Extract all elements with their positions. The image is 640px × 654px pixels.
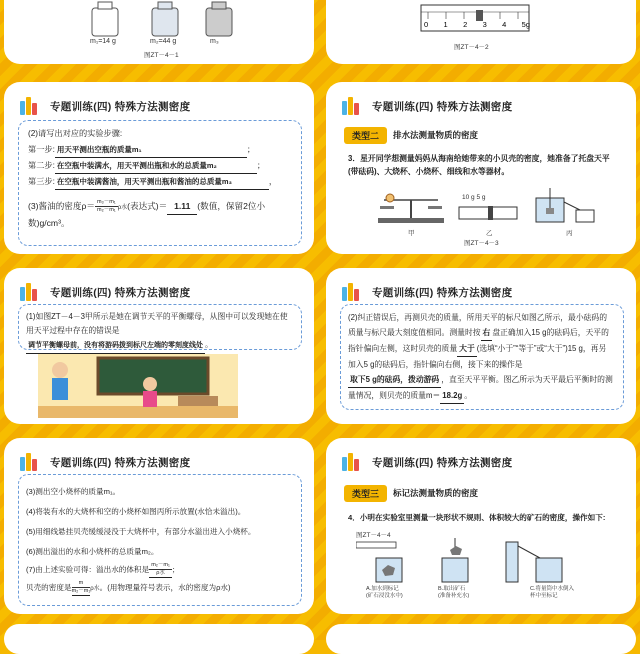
card-procedure [4, 438, 314, 614]
line-4: (4)将装有水的大烧杯和空的小烧杯如图丙所示放置(水恰未溢出)。 [26, 507, 246, 516]
card-header [342, 96, 512, 116]
line-5: (5)用细线悬挂贝壳缓缓浸没于大烧杯中，有部分水溢出进入小烧杯。 [26, 527, 256, 536]
q3-text-a: (3)酱油的密度ρ＝ [28, 201, 95, 211]
step2-end: ； [256, 161, 266, 170]
ruler-ticks [424, 20, 530, 29]
card-header [342, 452, 512, 472]
line-8 [26, 580, 231, 597]
q2-a4: 18.2g [440, 388, 464, 404]
card-title: 专题训练(四) 特殊方法测密度 [50, 100, 191, 113]
step1-end: ； [246, 145, 256, 154]
card-title: 专题训练(四) 特殊方法测密度 [372, 286, 513, 299]
q2-t5: 。 [464, 391, 473, 400]
badge-title: 标记法测量物质的密度 [393, 488, 479, 498]
l7-text: (7)由上述实验可得：溢出水的体积是 [26, 565, 150, 574]
balance-illustration [376, 190, 446, 224]
water-bottle [152, 8, 178, 36]
card-question-1 [4, 268, 314, 424]
classroom-illustration [38, 354, 238, 418]
fig-c-label: 丙 [566, 230, 573, 237]
q2-a2: 大于 [457, 341, 477, 357]
line-6: (6)测出溢出的水和小烧杯的总质量m₂。 [26, 547, 159, 556]
card-question-2 [326, 268, 636, 424]
tick-label: 1 [443, 20, 448, 29]
m3-label: m₃ [210, 38, 219, 45]
caption-b: B.取出矿石 (准备补充水) [438, 586, 470, 599]
den-num: m [72, 580, 91, 588]
m1-label: m₁=14 g [90, 38, 116, 45]
line-7 [26, 562, 179, 578]
den-den: m₂－m₁ [71, 588, 91, 594]
density-fraction [72, 580, 91, 596]
density-fraction [95, 199, 118, 214]
fig-a-label: 甲 [408, 230, 415, 237]
tick-label: 3 [482, 20, 487, 29]
figure-label: 图ZT－4－3 [464, 240, 499, 247]
q3-text-b: (表达式)＝ [127, 201, 168, 211]
books-icon [342, 453, 364, 471]
vol-num: m₂－m₁ [151, 562, 170, 568]
type-badge [344, 126, 478, 144]
badge-label: 类型三 [344, 485, 387, 502]
figure-label: 图ZT－4－1 [144, 52, 179, 59]
step3-label: 第三步: [28, 177, 55, 186]
tick-label: 2 [463, 20, 468, 29]
step3-answer: 在空瓶中装满酱油，用天平测出瓶和酱油的总质量m₃ [55, 174, 269, 190]
tick-label: 5g [521, 20, 530, 29]
card-title: 专题训练(四) 特殊方法测密度 [50, 456, 191, 469]
books-icon [342, 283, 364, 301]
card-header [20, 96, 190, 116]
caption-c: C.将量筒中水倒入 杯中至标记 [530, 586, 575, 599]
vol-den: ρ水 [156, 570, 165, 576]
step2-answer: 在空瓶中装满水，用天平测出瓶和水的总质量m₂ [55, 158, 257, 174]
frac-den: m₂－m₁ [97, 207, 116, 214]
books-icon [20, 283, 42, 301]
card-title: 专题训练(四) 特殊方法测密度 [50, 286, 191, 299]
tick-label: 0 [424, 20, 429, 29]
card-top-right [326, 0, 636, 64]
card-header [20, 282, 190, 302]
q2-a1: 右 [481, 325, 493, 341]
step1-label: 第一步: [28, 145, 55, 154]
step3 [28, 174, 277, 190]
den-rho: ρ水 [90, 586, 100, 592]
m2-label: m₂=44 g [150, 38, 177, 45]
q3-text-d: 数)g/cm³。 [28, 218, 70, 228]
card-title: 专题训练(四) 特殊方法测密度 [372, 456, 513, 469]
q1-text: (1)如图ZT－4－3甲所示是她在调节天平的平衡螺母，从图中可以发现她在使用天平过程中存在的错误是 [26, 312, 288, 335]
rho-water: ρ水 [117, 205, 128, 211]
card-next-right [326, 624, 636, 654]
mineral-experiment-illustration [356, 538, 596, 584]
beaker-illustration [526, 188, 606, 224]
card-next-left [4, 624, 314, 654]
q2-a3: 取下5 g的砝码，拨动游码 [348, 372, 441, 388]
step2-label: 第二步: [28, 161, 55, 170]
soy-bottle [206, 8, 232, 36]
q3-value: 1.11 [167, 199, 197, 215]
q3-text-c: (数值，保留2位小 [197, 201, 266, 211]
card-header [20, 452, 190, 472]
q2-t1: (2)纠正错误后，再测贝壳的质量，所用天平的标尺如图乙所示，最小砝码的质量与标尺最大刻度值相同。测量时按 [348, 313, 608, 337]
step1 [28, 142, 255, 158]
badge-label: 类型二 [344, 127, 387, 144]
l7-end: ； [171, 565, 180, 574]
q1-end: 。 [205, 340, 213, 349]
step2 [28, 158, 265, 174]
q2-t3: (选填“小于”“等于”或“大于”)15 g，再另加入5 g的砝码后，指针偏向右侧，接下来的操作是 [348, 344, 607, 369]
weights-label: 10 g 5 g [462, 194, 486, 201]
q2-t4: ，直至天平平衡。图乙所示为天平最后平衡时的测量情况，则贝壳的质量m＝ [348, 375, 613, 400]
fig-b-label: 乙 [486, 230, 493, 237]
line-3: (3)测出空小烧杯的质量m₁。 [26, 487, 121, 496]
card-type-two [326, 82, 636, 254]
l8-end: 。(用物理量符号表示，水的密度为ρ水) [99, 583, 231, 592]
q1-answer: 调节平衡螺母前，没有将游码拨到标尺左端的零刻度线处 [26, 339, 205, 354]
figure-label: 图ZT－4－4 [356, 532, 391, 539]
books-icon [20, 453, 42, 471]
step3-end: ， [268, 177, 278, 186]
q2-text: (2)请写出对应的实验步骤: [28, 129, 123, 138]
books-icon [20, 97, 42, 115]
tick-label: 4 [502, 20, 507, 29]
caption-a: A.加水到标记 (矿石浸没水中) [366, 586, 403, 599]
step1-answer: 用天平测出空瓶的质量m₁ [55, 142, 247, 158]
books-icon [342, 97, 364, 115]
question-text [348, 310, 614, 404]
type-badge [344, 484, 478, 502]
question-text [26, 310, 294, 354]
card-steps [4, 82, 314, 254]
empty-bottle [92, 8, 118, 36]
card-title: 专题训练(四) 特殊方法测密度 [372, 100, 513, 113]
ruler-small [458, 206, 518, 220]
card-header [342, 282, 512, 302]
card-top-left [4, 0, 314, 64]
figure-label: 图ZT－4－2 [454, 44, 489, 51]
frac-num: m₃－m₁ [96, 199, 116, 206]
card-type-three [326, 438, 636, 614]
problem-text: 3．星开同学想测量妈妈从海南给她带来的小贝壳的密度，她准备了托盘天平(带砝码)、大烧杯、小烧杯、细线和水等器材。 [348, 154, 610, 176]
volume-fraction [149, 562, 172, 578]
q2-t2: 盘正确加入15 g的砝码后，天平的指针偏向左侧，这时贝壳的质量 [348, 328, 609, 353]
q3 [28, 199, 265, 216]
problem-text: 4．小明在实验室里测量一块形状不规则、体积较大的矿石的密度，操作如下: [348, 513, 606, 522]
badge-title: 排水法测量物质的密度 [393, 130, 479, 140]
l8-text: 贝壳的密度是 [26, 583, 72, 592]
